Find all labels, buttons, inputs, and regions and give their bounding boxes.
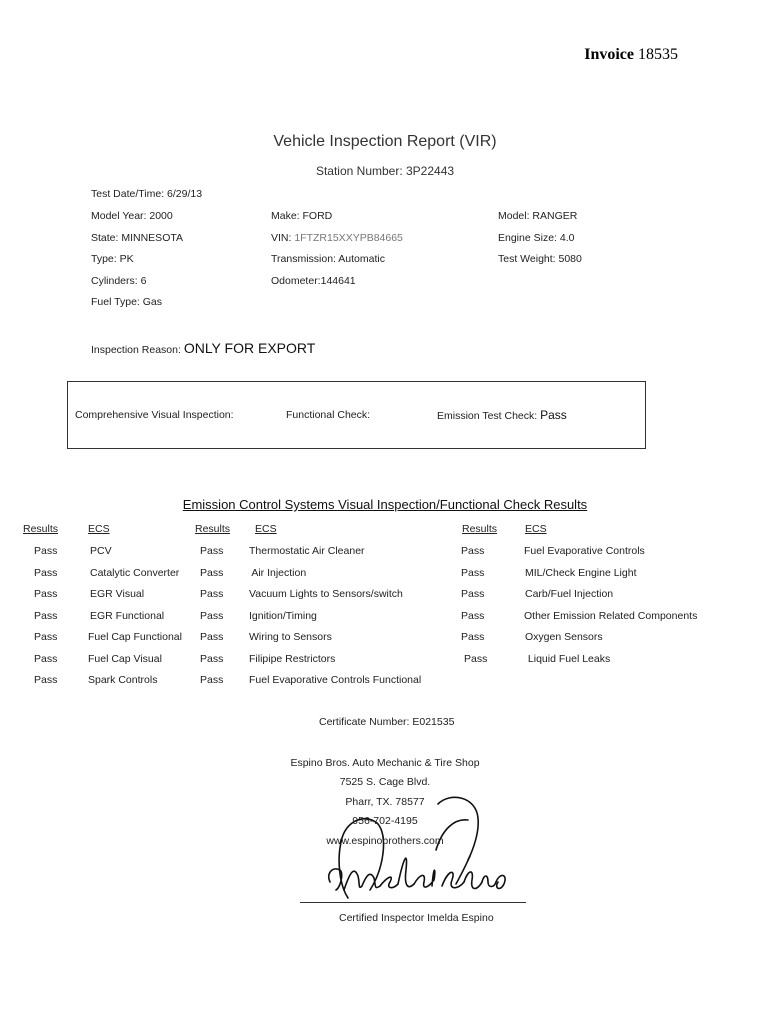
result-cell: Pass (464, 653, 488, 665)
ecs-cell: Carb/Fuel Injection (525, 588, 614, 600)
model-year: Model Year: 2000 (91, 210, 173, 222)
ecs-cell: Fuel Cap Visual (88, 653, 162, 665)
ecs-cell: Oxygen Sensors (525, 631, 603, 643)
shop-phone: 956-702-4195 (352, 815, 418, 827)
ecs-cell: Other Emission Related Components (524, 610, 698, 622)
result-cell: Pass (200, 567, 224, 579)
result-cell: Pass (200, 631, 224, 643)
inspection-reason-value: ONLY FOR EXPORT (183, 340, 316, 356)
ecs-cell: MIL/Check Engine Light (525, 567, 637, 579)
results-header-1: Results (23, 523, 59, 535)
ecs-cell: Fuel Evaporative Controls (524, 545, 645, 557)
ecs-cell: EGR Visual (90, 588, 145, 600)
result-cell: Pass (461, 631, 485, 643)
ecs-cell: Wiring to Sensors (249, 631, 332, 643)
inspector-name: Certified Inspector Imelda Espino (339, 912, 494, 924)
result-cell: Pass (34, 631, 58, 643)
result-cell: Pass (34, 674, 58, 686)
result-cell: Pass (34, 545, 58, 557)
result-cell: Pass (461, 567, 485, 579)
ecs-header-3: ECS (525, 523, 547, 535)
ecs-cell: Vacuum Lights to Sensors/switch (249, 588, 403, 600)
inspection-reason (91, 340, 315, 356)
signature-line (300, 902, 526, 903)
ecs-cell: Fuel Evaporative Controls Functional (249, 674, 422, 686)
result-cell: Pass (200, 588, 224, 600)
result-cell: Pass (200, 545, 224, 557)
odometer: Odometer:144641 (271, 275, 356, 287)
shop-city: Pharr, TX. 78577 (345, 796, 425, 808)
certificate-number: Certificate Number: E021535 (319, 716, 455, 728)
model: Model: RANGER (498, 210, 578, 222)
test-weight: Test Weight: 5080 (498, 253, 582, 265)
ecs-cell: Liquid Fuel Leaks (525, 653, 611, 665)
result-cell: Pass (461, 610, 485, 622)
vehicle-type: Type: PK (91, 253, 134, 265)
fuel-type: Fuel Type: Gas (91, 296, 163, 308)
result-cell: Pass (34, 653, 58, 665)
emission-test-label: Emission Test Check: (437, 410, 541, 422)
result-cell: Pass (461, 588, 485, 600)
ecs-header-2: ECS (255, 523, 277, 535)
invoice-number (584, 46, 678, 64)
ecs-cell: EGR Functional (90, 610, 165, 622)
shop-name: Espino Bros. Auto Mechanic & Tire Shop (290, 757, 480, 769)
make: Make: FORD (271, 210, 333, 222)
inspection-reason-label: Inspection Reason: (91, 344, 184, 356)
shop-website: www.espinobrothers.com (326, 835, 444, 847)
ecs-cell: Fuel Cap Functional (88, 631, 182, 643)
ecs-cell: Air Injection (249, 567, 307, 579)
report-title: Vehicle Inspection Report (VIR) (273, 133, 497, 150)
result-cell: Pass (34, 567, 58, 579)
result-cell: Pass (34, 588, 58, 600)
results-section-title: Emission Control Systems Visual Inspection/Functional Check Results (182, 497, 588, 512)
transmission: Transmission: Automatic (271, 253, 385, 265)
result-cell: Pass (461, 545, 485, 557)
inspector-signature (318, 790, 518, 902)
ecs-header-1: ECS (88, 523, 110, 535)
results-header-2: Results (195, 523, 231, 535)
emission-test-value: Pass (540, 408, 567, 422)
ecs-cell: Ignition/Timing (249, 610, 317, 622)
ecs-cell: Catalytic Converter (90, 567, 180, 579)
result-cell: Pass (200, 674, 224, 686)
test-date: Test Date/Time: 6/29/13 (91, 188, 203, 200)
ecs-cell: Spark Controls (88, 674, 158, 686)
results-header-3: Results (462, 523, 498, 535)
vin-value: 1FTZR15XXYPB84665 (294, 232, 403, 244)
result-cell: Pass (34, 610, 58, 622)
invoice-value: 18535 (638, 46, 678, 63)
result-cell: Pass (200, 653, 224, 665)
vin-label: VIN: (271, 232, 295, 244)
station-number: Station Number: 3P22443 (315, 164, 455, 178)
invoice-label: Invoice (584, 46, 634, 63)
ecs-cell: Filipipe Restrictors (249, 653, 336, 665)
state: State: MINNESOTA (91, 232, 183, 244)
cylinders: Cylinders: 6 (91, 275, 147, 287)
emission-test-check (437, 408, 567, 422)
ecs-cell: Thermostatic Air Cleaner (249, 545, 365, 557)
shop-address: 7525 S. Cage Blvd. (339, 776, 431, 788)
result-cell: Pass (200, 610, 224, 622)
visual-inspection-check: Comprehensive Visual Inspection: (75, 409, 234, 421)
ecs-cell: PCV (90, 545, 112, 557)
engine-size: Engine Size: 4.0 (498, 232, 575, 244)
functional-check: Functional Check: (286, 409, 371, 421)
vin (271, 232, 403, 244)
